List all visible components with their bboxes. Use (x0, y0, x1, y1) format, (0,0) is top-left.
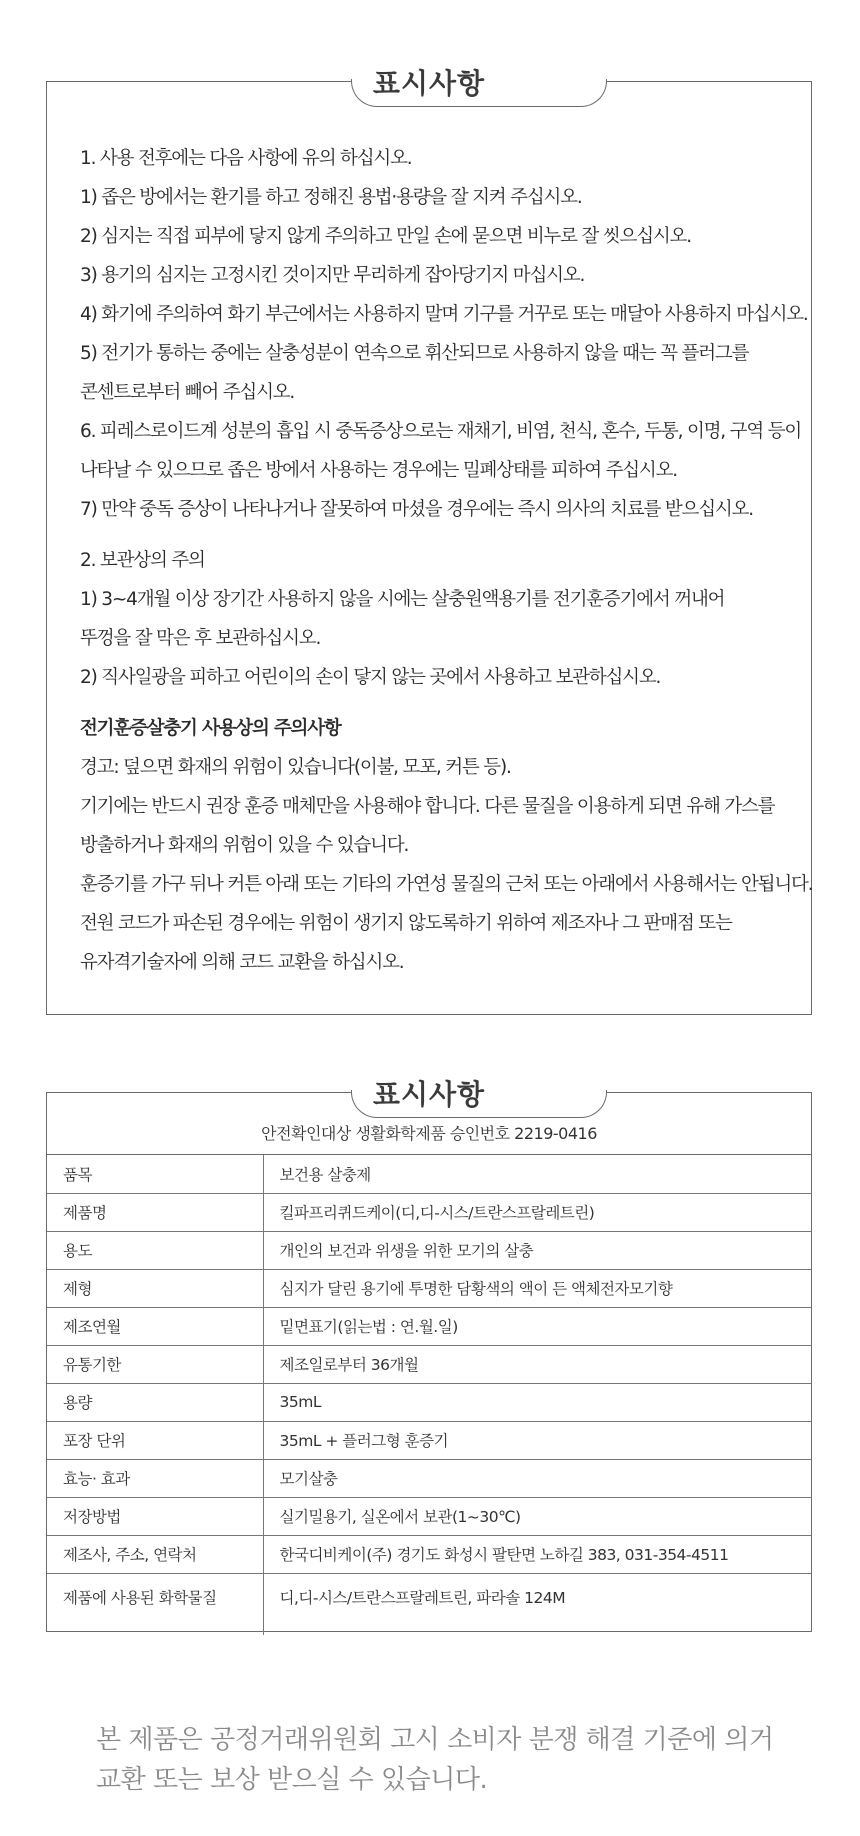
precaution-line: 1. 사용 전후에는 다음 사항에 유의 하십시오. (80, 148, 412, 169)
caution-line: 훈증기를 가구 뒤나 커튼 아래 또는 기타의 가연성 물질의 근처 또는 아래에서 사용해서는 안됩니다. (80, 874, 813, 895)
precaution-line: 7) 만약 중독 증상이 나타나거나 잘못하여 마셨을 경우에는 즉시 의사의 치료를 받으십시오. (80, 499, 753, 520)
storage-line: 2) 직사일광을 피하고 어린이의 손이 닿지 않는 곳에서 사용하고 보관하십시오. (80, 667, 661, 688)
spec-key: 포장 단위 (47, 1421, 263, 1459)
table-row (47, 1459, 811, 1497)
spec-title: 표시사항 (372, 1078, 486, 1111)
table-row (47, 1535, 811, 1573)
caution-line: 유자격기술자에 의해 코드 교환을 하십시오. (80, 952, 404, 973)
precaution-line: 콘센트로부터 빼어 주십시오. (80, 382, 295, 403)
table-row (47, 1269, 811, 1307)
precaution-line: 6. 피레스로이드계 성분의 흡입 시 중독증상으로는 재채기, 비염, 천식, 혼수, 두통, 이명, 구역 등이 (80, 421, 802, 442)
spec-key: 제조사, 주소, 연락처 (47, 1535, 263, 1573)
spec-value: 밑면표기(읽는법 : 연.월.일) (263, 1307, 811, 1345)
refund-notice-line: 교환 또는 보상 받으실 수 있습니다. (96, 1765, 488, 1795)
storage-line: 뚜껑을 잘 막은 후 보관하십시오. (80, 628, 321, 649)
spec-key: 제형 (47, 1269, 263, 1307)
spec-value: 보건용 살충제 (263, 1155, 811, 1193)
refund-notice-line: 본 제품은 공정거래위원회 고시 소비자 분쟁 해결 기준에 의거 (96, 1725, 774, 1755)
refund-notice (96, 1720, 796, 1800)
spec-value: 실기밀용기, 실온에서 보관(1~30℃) (263, 1497, 811, 1535)
precaution-line: 5) 전기가 통하는 중에는 살충성분이 연속으로 휘산되므로 사용하지 않을 때는 꼭 플러그를 (80, 343, 749, 364)
table-row (47, 1193, 811, 1231)
storage-heading: 2. 보관상의 주의 (80, 550, 205, 571)
table-row (47, 1497, 811, 1535)
table-row (47, 1383, 811, 1421)
spec-key: 품목 (47, 1155, 263, 1193)
table-row (47, 1421, 811, 1459)
caution-line: 기기에는 반드시 권장 훈증 매체만을 사용해야 합니다. 다른 물질을 이용하게 되면 유해 가스를 (80, 796, 775, 817)
precautions-box (46, 67, 813, 1015)
precaution-line: 나타날 수 있으므로 좁은 방에서 사용하는 경우에는 밀폐상태를 피하여 주십시오. (80, 460, 677, 481)
spec-key: 효능· 효과 (47, 1459, 263, 1497)
precaution-line: 1) 좁은 방에서는 환기를 하고 정해진 용법·용량을 잘 지켜 주십시오. (80, 187, 582, 208)
spec-box (46, 1078, 812, 1632)
table-row (47, 1345, 811, 1383)
precaution-line: 3) 용기의 심지는 고정시킨 것이지만 무리하게 잡아당기지 마십시오. (80, 265, 585, 286)
table-row (47, 1155, 811, 1193)
spec-key: 용도 (47, 1231, 263, 1269)
caution-line: 전원 코드가 파손된 경우에는 위험이 생기지 않도록하기 위하여 제조자나 그 판매점 또는 (80, 913, 732, 934)
spec-value: 35mL (263, 1383, 811, 1421)
spec-table (47, 1155, 811, 1635)
spec-key: 용량 (47, 1383, 263, 1421)
spec-key: 유통기한 (47, 1345, 263, 1383)
spec-key: 저장방법 (47, 1497, 263, 1535)
storage-line: 1) 3~4개월 이상 장기간 사용하지 않을 시에는 살충원액용기를 전기훈증기에서 꺼내어 (80, 589, 725, 610)
spec-key: 제품에 사용된 화학물질 (47, 1573, 263, 1635)
caution-line: 경고: 덮으면 화재의 위험이 있습니다(이불, 모포, 커튼 등). (80, 757, 511, 778)
approval-number: 안전확인대상 생활화학제품 승인번호 2219-0416 (47, 1093, 811, 1155)
spec-value: 35mL + 플러그형 훈증기 (263, 1421, 811, 1459)
spec-value: 한국디비케이(주) 경기도 화성시 팔탄면 노하길 383, 031-354-4511 (263, 1535, 811, 1573)
spec-value: 제조일로부터 36개월 (263, 1345, 811, 1383)
caution-line: 방출하거나 화재의 위험이 있을 수 있습니다. (80, 835, 409, 856)
spec-key: 제품명 (47, 1193, 263, 1231)
spec-key: 제조연월 (47, 1307, 263, 1345)
spec-value: 심지가 달린 용기에 투명한 담황색의 액이 든 액체전자모기향 (263, 1269, 811, 1307)
precautions-content (80, 139, 813, 982)
table-row (47, 1307, 811, 1345)
caution-heading: 전기훈증살충기 사용상의 주의사항 (80, 718, 341, 739)
spec-value: 킬파프리퀴드케이(디,디-시스/트란스프랄레트린) (263, 1193, 811, 1231)
spec-value: 모기살충 (263, 1459, 811, 1497)
spec-value: 디,디-시스/트란스프랄레트린, 파라솔 124M (279, 1588, 566, 1607)
table-row (47, 1573, 811, 1635)
spec-value: 개인의 보건과 위생을 위한 모기의 살충 (263, 1231, 811, 1269)
precaution-line: 2) 심지는 직접 피부에 닿지 않게 주의하고 만일 손에 묻으면 비누로 잘 씻으십시오. (80, 226, 691, 247)
table-row (47, 1231, 811, 1269)
precaution-line: 4) 화기에 주의하여 화기 부근에서는 사용하지 말며 기구를 거꾸로 또는 매달아 사용하지 마십시오. (80, 304, 808, 325)
precautions-title: 표시사항 (372, 67, 486, 100)
